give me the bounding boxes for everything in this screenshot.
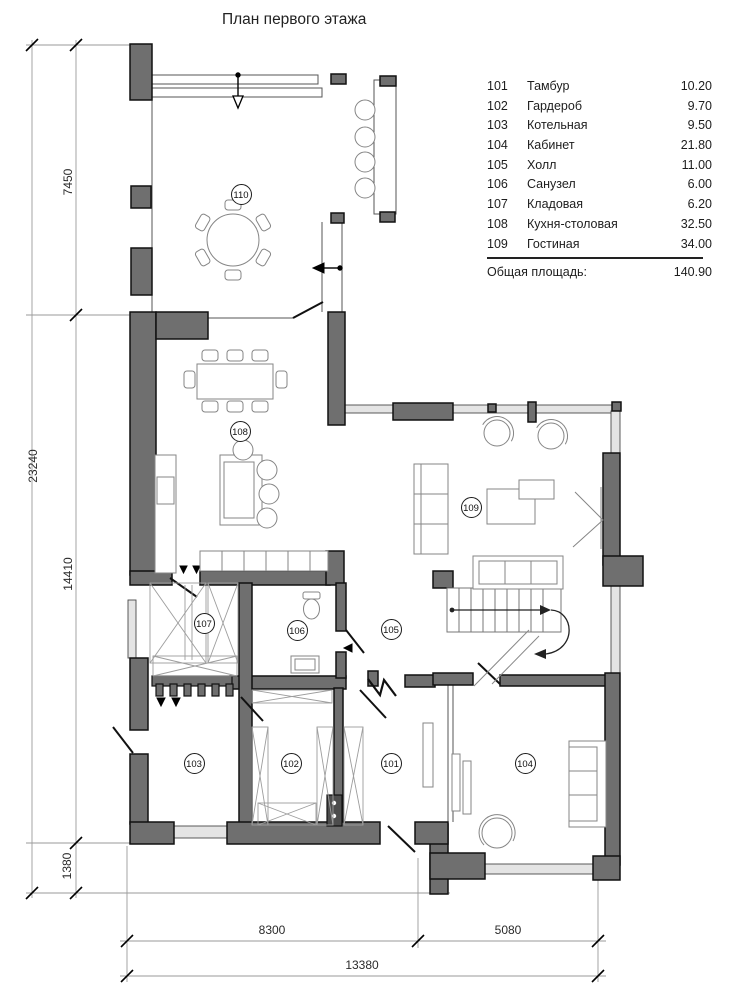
closet-hatch [150, 583, 363, 825]
room-number: 106 [487, 177, 508, 192]
room-bubble-110: 110 [231, 184, 252, 205]
legend-row [487, 116, 712, 136]
room-bubble-109: 109 [461, 497, 482, 518]
legend-row [487, 97, 712, 117]
room-area: 9.70 [687, 98, 712, 113]
dim-bottom-left: 8300 [258, 923, 286, 937]
room-name: Санузел [527, 177, 576, 192]
room-name: Холл [527, 157, 557, 172]
thin-lines [152, 97, 453, 822]
room-name: Кухня-столовая [527, 216, 618, 231]
room-legend [487, 77, 712, 283]
room-number: 105 [487, 157, 508, 172]
room-area: 6.00 [687, 177, 712, 192]
room-number: 109 [487, 236, 508, 251]
legend-row [487, 156, 712, 176]
room-bubble-101: 101 [381, 753, 402, 774]
room-name: Кабинет [527, 138, 575, 153]
room-bubble-107: 107 [194, 613, 215, 634]
room-bubble-102: 102 [281, 753, 302, 774]
legend-row [487, 235, 712, 255]
room-number: 103 [487, 118, 508, 133]
dim-bottom-right: 5080 [494, 923, 522, 937]
room-number: 108 [487, 216, 508, 231]
room-name: Кладовая [527, 197, 583, 212]
room-name: Котельная [527, 118, 588, 133]
legend-divider [487, 257, 703, 259]
porch-comb [152, 676, 233, 696]
room-number: 101 [487, 79, 508, 93]
room-area: 32.50 [680, 216, 712, 231]
room-bubble-106: 106 [287, 620, 308, 641]
room-area: 10.20 [680, 79, 712, 93]
total-area-value: 140.90 [673, 265, 712, 280]
legend-row [487, 77, 712, 97]
room-bubble-105: 105 [381, 619, 402, 640]
dim-left-bottom: 1380 [60, 852, 74, 880]
room-name: Тамбур [527, 79, 570, 93]
legend-row [487, 195, 712, 215]
dim-bottom-total: 13380 [345, 958, 379, 972]
windows [128, 405, 620, 874]
room-number: 107 [487, 197, 508, 212]
room-area: 11.00 [681, 157, 712, 172]
room-name: Гостиная [527, 236, 580, 251]
room-area: 21.80 [680, 138, 712, 153]
room-area: 34.00 [680, 236, 712, 251]
room-bubble-104: 104 [515, 753, 536, 774]
room-number: 104 [487, 138, 508, 153]
dim-left-mid: 14410 [61, 557, 75, 591]
legend-row [487, 136, 712, 156]
room-bubble-103: 103 [184, 753, 205, 774]
page-title: План первого этажа [222, 11, 367, 28]
legend-row [487, 175, 712, 195]
room-area: 9.50 [687, 118, 712, 133]
legend-total-row [487, 261, 712, 283]
room-area: 6.20 [687, 197, 712, 212]
dim-left-total: 23240 [26, 449, 40, 483]
legend-row [487, 215, 712, 235]
stairs [447, 588, 561, 686]
room-bubble-108: 108 [230, 421, 251, 442]
room-name: Гардероб [527, 98, 582, 113]
dim-left-top: 7450 [61, 168, 75, 196]
room-number: 102 [487, 98, 508, 113]
total-area-label: Общая площадь: [487, 265, 588, 280]
